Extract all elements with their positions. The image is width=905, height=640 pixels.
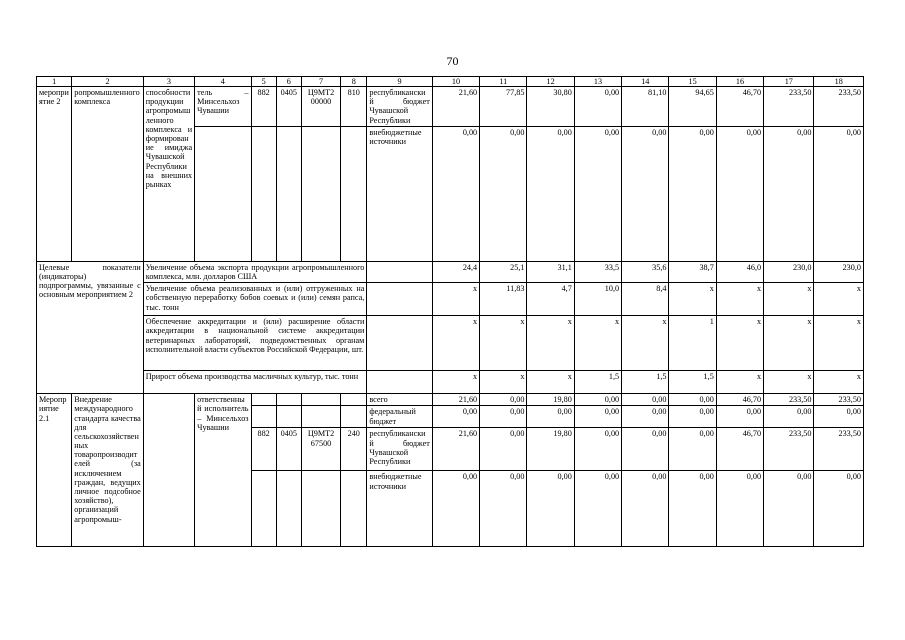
header-row <box>37 77 864 87</box>
table-cell: 0,00 <box>814 406 864 428</box>
table-cell: 46,70 <box>716 428 763 471</box>
table-cell: 230,0 <box>764 261 814 282</box>
table-cell: 8,4 <box>622 283 669 316</box>
column-header: 7 <box>301 77 340 87</box>
funding-source: внебюджетные источники <box>367 126 432 261</box>
table-cell: x <box>480 316 527 371</box>
table-cell: 0,00 <box>764 471 814 547</box>
table-cell <box>341 394 367 406</box>
table-cell: Ц9МТ2 67500 <box>301 428 340 471</box>
table-cell: 38,7 <box>669 261 716 282</box>
table-cell: 0,00 <box>764 406 814 428</box>
table-cell: 11,83 <box>480 283 527 316</box>
column-header: 9 <box>367 77 432 87</box>
table-cell: 0,00 <box>669 394 716 406</box>
column-header: 16 <box>716 77 763 87</box>
table-cell: 0,00 <box>669 406 716 428</box>
table-cell: 0,00 <box>622 471 669 547</box>
table-cell: x <box>814 371 864 394</box>
table-cell: x <box>480 371 527 394</box>
empty-cell <box>143 394 194 547</box>
table-cell: 0,00 <box>480 126 527 261</box>
table-cell: 1,5 <box>669 371 716 394</box>
column-header: 12 <box>527 77 574 87</box>
column-header: 1 <box>37 77 72 87</box>
table-cell: 24,4 <box>432 261 479 282</box>
table-cell: 0,00 <box>574 428 621 471</box>
event-title: ропромышленного комплекса <box>72 87 144 262</box>
empty-cell <box>367 316 432 371</box>
table-cell: 30,80 <box>527 87 574 127</box>
empty-cell <box>367 371 432 394</box>
table-cell: x <box>527 316 574 371</box>
table-cell <box>301 394 340 406</box>
column-header: 4 <box>195 77 251 87</box>
table-cell: x <box>764 316 814 371</box>
table-cell: 240 <box>341 428 367 471</box>
table-cell: 21,60 <box>432 428 479 471</box>
table-cell: 0,00 <box>814 126 864 261</box>
table-cell: 0,00 <box>574 394 621 406</box>
table-cell: 21,60 <box>432 394 479 406</box>
table-cell: 33,5 <box>574 261 621 282</box>
table-cell: 19,80 <box>527 428 574 471</box>
table-cell: 0,00 <box>527 471 574 547</box>
empty-cell <box>367 261 432 282</box>
table-cell: 0,00 <box>669 126 716 261</box>
empty-cell <box>367 283 432 316</box>
table-cell: 233,50 <box>814 394 864 406</box>
table-cell: 35,6 <box>622 261 669 282</box>
table-cell: x <box>716 316 763 371</box>
table-cell <box>341 126 367 261</box>
table-cell <box>341 406 367 428</box>
table-cell: x <box>814 283 864 316</box>
table-cell: x <box>622 316 669 371</box>
table-cell: 0,00 <box>480 406 527 428</box>
page-number: 70 <box>446 54 459 68</box>
indicator-row <box>37 371 864 394</box>
table-cell: x <box>764 283 814 316</box>
event-goal: способности продукции агропромышленного комплекса и формирование имиджа Чувашской Республики на внешних рынках <box>143 87 194 262</box>
table-cell: 0,00 <box>574 406 621 428</box>
indicator-text: Увеличение объема реализованных и (или) отгруженных на собственную переработку бобов соевых и (или) семян рапса, тыс. тонн <box>143 283 367 316</box>
table-cell <box>251 394 276 406</box>
column-header: 18 <box>814 77 864 87</box>
event-executor: ответственный исполнитель – Минсельхоз Чувашии <box>195 394 251 547</box>
table-cell: 0,00 <box>622 428 669 471</box>
table-cell: 0,00 <box>432 126 479 261</box>
table-cell <box>276 471 301 547</box>
table-cell: 25,1 <box>480 261 527 282</box>
indicator-text: Увеличение объема экспорта продукции агропромышленного комплекса, млн. долларов США <box>143 261 367 282</box>
table-cell: x <box>432 316 479 371</box>
indicators-label: Целевые показатели (индикаторы) подпрограммы, увязанные с основным мероприятием 2 <box>37 261 144 393</box>
table-cell <box>276 126 301 261</box>
funding-source: республиканский бюджет Чувашской Республики <box>367 87 432 127</box>
column-header: 15 <box>669 77 716 87</box>
table-cell: Ц9МТ2 00000 <box>301 87 340 127</box>
table-cell: 0,00 <box>669 428 716 471</box>
table-cell <box>301 471 340 547</box>
table-cell: 0,00 <box>574 87 621 127</box>
table-cell <box>341 471 367 547</box>
table-cell <box>276 406 301 428</box>
event-executor: тель – Минсельхоз Чувашии <box>195 87 251 127</box>
column-header: 2 <box>72 77 144 87</box>
table-cell: 0,00 <box>716 471 763 547</box>
budget-table <box>36 76 864 547</box>
table-cell: x <box>814 316 864 371</box>
indicator-text: Прирост объема производства масличных культур, тыс. тонн <box>143 371 367 394</box>
table-cell: 19,80 <box>527 394 574 406</box>
table-cell: x <box>574 316 621 371</box>
table-cell <box>301 126 340 261</box>
table-cell <box>251 471 276 547</box>
table-cell: 0,00 <box>716 126 763 261</box>
column-header: 8 <box>341 77 367 87</box>
table-cell: x <box>432 283 479 316</box>
table-cell: 0,00 <box>716 406 763 428</box>
table-cell: x <box>432 371 479 394</box>
table-cell: 10,0 <box>574 283 621 316</box>
table-cell: 0,00 <box>480 428 527 471</box>
funding-source: республиканский бюджет Чувашской Республики <box>367 428 432 471</box>
table-cell: 0,00 <box>622 394 669 406</box>
table-cell: 0,00 <box>574 126 621 261</box>
column-header: 14 <box>622 77 669 87</box>
indicator-row <box>37 316 864 371</box>
column-header: 6 <box>276 77 301 87</box>
table-cell: 0,00 <box>527 126 574 261</box>
event-title: Внедрение международного стандарта качества для сельскохозяйственных товаропроизводителей (за исключением граждан, ведущих личное подсобное хозяйство), организаций агропромыш- <box>72 394 144 547</box>
table-cell: 46,70 <box>716 394 763 406</box>
table-row <box>37 394 864 406</box>
table-cell: 0,00 <box>814 471 864 547</box>
indicator-row <box>37 283 864 316</box>
table-cell: 0,00 <box>622 406 669 428</box>
table-cell: 233,50 <box>814 87 864 127</box>
table-cell: 0,00 <box>764 126 814 261</box>
table-cell: 0,00 <box>622 126 669 261</box>
table-cell: 0,00 <box>480 471 527 547</box>
table-cell: 0,00 <box>669 471 716 547</box>
column-header: 10 <box>432 77 479 87</box>
indicator-text: Обеспечение аккредитации и (или) расширение области аккредитации в национальной системе аккредитации ветеринарных лабораторий, подведомственных органам исполнительной власти субъектов Российской Федерации, шт. <box>143 316 367 371</box>
indicator-row <box>37 261 864 282</box>
empty-cell <box>195 126 251 261</box>
column-header: 13 <box>574 77 621 87</box>
table-row <box>37 87 864 127</box>
table-cell: 1,5 <box>622 371 669 394</box>
table-cell: 233,50 <box>764 428 814 471</box>
table-cell: 0,00 <box>432 471 479 547</box>
table-cell: 233,50 <box>764 394 814 406</box>
column-header: 17 <box>764 77 814 87</box>
table-cell: 4,7 <box>527 283 574 316</box>
table-cell: 0405 <box>276 428 301 471</box>
table-cell: 0405 <box>276 87 301 127</box>
table-cell: x <box>527 371 574 394</box>
column-header: 3 <box>143 77 194 87</box>
event-name: Мероприятие 2.1 <box>37 394 72 547</box>
funding-source: федеральный бюджет <box>367 406 432 428</box>
table-cell: 31,1 <box>527 261 574 282</box>
table-cell: 77,85 <box>480 87 527 127</box>
table-cell: 94,65 <box>669 87 716 127</box>
table-cell: 1 <box>669 316 716 371</box>
table-cell: 0,00 <box>480 394 527 406</box>
table-cell: 0,00 <box>574 471 621 547</box>
table-cell: x <box>764 371 814 394</box>
table-cell: 230,0 <box>814 261 864 282</box>
table-cell: 21,60 <box>432 87 479 127</box>
column-header: 5 <box>251 77 276 87</box>
column-header: 11 <box>480 77 527 87</box>
table-cell: 0,00 <box>432 406 479 428</box>
table-cell: 233,50 <box>814 428 864 471</box>
table-cell: 81,10 <box>622 87 669 127</box>
table-cell: 1,5 <box>574 371 621 394</box>
table-cell: x <box>716 283 763 316</box>
funding-source: внебюджетные источники <box>367 471 432 547</box>
table-cell: x <box>669 283 716 316</box>
table-cell <box>251 126 276 261</box>
table-cell <box>251 406 276 428</box>
table-cell <box>276 394 301 406</box>
table-cell: 46,70 <box>716 87 763 127</box>
funding-source: всего <box>367 394 432 406</box>
table-cell: 882 <box>251 428 276 471</box>
table-cell: x <box>716 371 763 394</box>
table-cell: 46,0 <box>716 261 763 282</box>
table-cell: 882 <box>251 87 276 127</box>
event-name: мероприятие 2 <box>37 87 72 262</box>
table-cell: 233,50 <box>764 87 814 127</box>
table-cell <box>301 406 340 428</box>
table-cell: 810 <box>341 87 367 127</box>
table-cell: 0,00 <box>527 406 574 428</box>
